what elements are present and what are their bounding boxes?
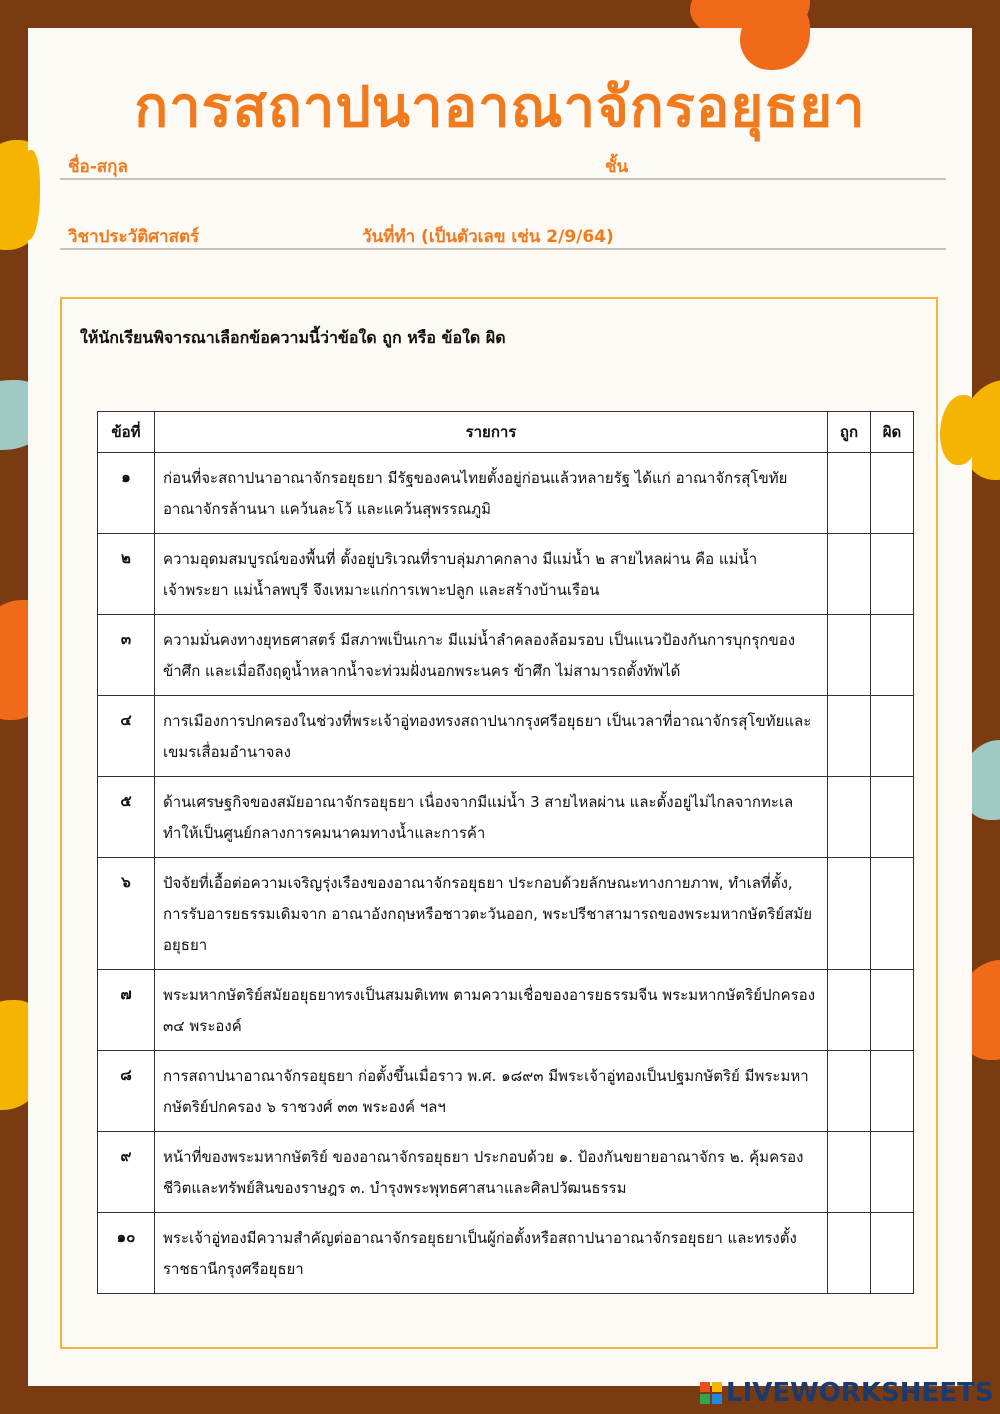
header-wrong: ผิด (871, 412, 914, 453)
liveworksheets-brand: LIVEWORKSHEETS (726, 1378, 994, 1408)
table-row (98, 615, 914, 696)
row-number: ๘ (98, 1051, 155, 1132)
wrong-answer-cell[interactable] (871, 1213, 914, 1294)
correct-answer-cell[interactable] (828, 615, 871, 696)
instruction-text: ให้นักเรียนพิจารณาเลือกข้อความนี้ว่าข้อใด ถูก หรือ ข้อใด ผิด (80, 328, 506, 347)
header-number: ข้อที่ (98, 412, 155, 453)
table-row (98, 970, 914, 1051)
row-statement: การสถาปนาอาณาจักรอยุธยา ก่อตั้งขึ้นเมื่อราว พ.ศ. ๑๘๙๓ มีพระเจ้าอู่ทองเป็นปฐมกษัตริย์ มีพระมหากษัตริย์ปกครอง ๖ ราชวงศ์ ๓๓ พระองค์ ฯลฯ (155, 1051, 828, 1132)
name-line[interactable] (60, 178, 946, 180)
row-number: ๑๐ (98, 1213, 155, 1294)
wrong-answer-cell[interactable] (871, 534, 914, 615)
date-label: วันที่ทำ (เป็นตัวเลข เช่น 2/9/64) (362, 227, 614, 247)
wrong-answer-cell[interactable] (871, 1051, 914, 1132)
row-number: ๒ (98, 534, 155, 615)
correct-answer-cell[interactable] (828, 696, 871, 777)
row-statement: ก่อนที่จะสถาปนาอาณาจักรอยุธยา มีรัฐของคนไทยตั้งอยู่ก่อนแล้วหลายรัฐ ได้แก่ อาณาจักรสุโขทัย อาณาจักรล้านนา แคว้นละโว้ และแคว้นสุพรรณภูมิ (155, 453, 828, 534)
row-number: ๕ (98, 777, 155, 858)
row-number: ๑ (98, 453, 155, 534)
class-label: ชั้น (605, 157, 629, 177)
row-statement: พระเจ้าอู่ทองมีความสำคัญต่ออาณาจักรอยุธยาเป็นผู้ก่อตั้งหรือสถาปนาอาณาจักรอยุธยา และทรงตั้งราชธานีกรุงศรีอยุธยา (155, 1213, 828, 1294)
wrong-answer-cell[interactable] (871, 453, 914, 534)
row-number: ๙ (98, 1132, 155, 1213)
row-statement: พระมหากษัตริย์สมัยอยุธยาทรงเป็นสมมติเทพ ตามความเชื่อของอารยธรรมจีน พระมหากษัตริย์ปกครอง ๓๔ พระองค์ (155, 970, 828, 1051)
name-label: ชื่อ-สกุล (68, 157, 128, 177)
correct-answer-cell[interactable] (828, 777, 871, 858)
correct-answer-cell[interactable] (828, 1132, 871, 1213)
correct-answer-cell[interactable] (828, 534, 871, 615)
page-title: การสถาปนาอาณาจักรอยุธยา (134, 75, 866, 140)
wrong-answer-cell[interactable] (871, 970, 914, 1051)
table-row (98, 1051, 914, 1132)
row-statement: ด้านเศรษฐกิจของสมัยอาณาจักรอยุธยา เนื่องจากมีแม่น้ำ 3 สายไหลผ่าน และตั้งอยู่ไม่ไกลจากทะเล ทำให้เป็นศูนย์กลางการคมนาคมทางน้ำและการค้า (155, 777, 828, 858)
date-line[interactable] (60, 248, 946, 250)
row-statement: ปัจจัยที่เอื้อต่อความเจริญรุ่งเรืองของอาณาจักรอยุธยา ประกอบด้วยลักษณะทางกายภาพ, ทำเลที่ตั้ง, การรับอารยธรรมเดิมจาก อาณาอังกฤษหรือชาวตะวันออก, พระปรีชาสามารถของพระมหากษัตริย์สมัยอยุธยา (155, 858, 828, 970)
row-number: ๔ (98, 696, 155, 777)
table-row (98, 858, 914, 970)
header-item: รายการ (155, 412, 828, 453)
table-row (98, 696, 914, 777)
table-header-row (98, 412, 914, 453)
row-statement: หน้าที่ของพระมหากษัตริย์ ของอาณาจักรอยุธยา ประกอบด้วย ๑. ป้องกันขยายอาณาจักร ๒. คุ้มครองชีวิตและทรัพย์สินของราษฎร ๓. บำรุงพระพุทธศาสนาและศิลปวัฒนธรรม (155, 1132, 828, 1213)
row-statement: ความมั่นคงทางยุทธศาสตร์ มีสภาพเป็นเกาะ มีแม่น้ำลำคลองล้อมรอบ เป็นแนวป้องกันการบุกรุกของข้าศึก และเมื่อถึงฤดูน้ำหลากน้ำจะท่วมฝั่งนอกพระนคร ข้าศึก ไม่สามารถตั้งทัพได้ (155, 615, 828, 696)
correct-answer-cell[interactable] (828, 453, 871, 534)
row-statement: ความอุดมสมบูรณ์ของพื้นที่ ตั้งอยู่บริเวณที่ราบลุ่มภาคกลาง มีแม่น้ำ ๒ สายไหลผ่าน คือ แม่น้ำเจ้าพระยา แม่น้ำลพบุรี จึงเหมาะแก่การเพาะปลูก และสร้างบ้านเรือน (155, 534, 828, 615)
row-statement: การเมืองการปกครองในช่วงที่พระเจ้าอู่ทองทรงสถาปนากรุงศรีอยุธยา เป็นเวลาที่อาณาจักรสุโขทัยและเขมรเสื่อมอำนาจลง (155, 696, 828, 777)
liveworksheets-logo-icon (700, 1382, 722, 1404)
correct-answer-cell[interactable] (828, 858, 871, 970)
row-number: ๓ (98, 615, 155, 696)
row-number: ๗ (98, 970, 155, 1051)
wrong-answer-cell[interactable] (871, 777, 914, 858)
subject-label: วิชาประวัติศาสตร์ (68, 227, 200, 247)
row-number: ๖ (98, 858, 155, 970)
table-row (98, 1213, 914, 1294)
table-row (98, 453, 914, 534)
correct-answer-cell[interactable] (828, 970, 871, 1051)
table-row (98, 777, 914, 858)
wrong-answer-cell[interactable] (871, 858, 914, 970)
wrong-answer-cell[interactable] (871, 615, 914, 696)
correct-answer-cell[interactable] (828, 1213, 871, 1294)
wrong-answer-cell[interactable] (871, 696, 914, 777)
true-false-table (97, 411, 914, 1294)
wrong-answer-cell[interactable] (871, 1132, 914, 1213)
header-correct: ถูก (828, 412, 871, 453)
table-row (98, 1132, 914, 1213)
table-row (98, 534, 914, 615)
correct-answer-cell[interactable] (828, 1051, 871, 1132)
